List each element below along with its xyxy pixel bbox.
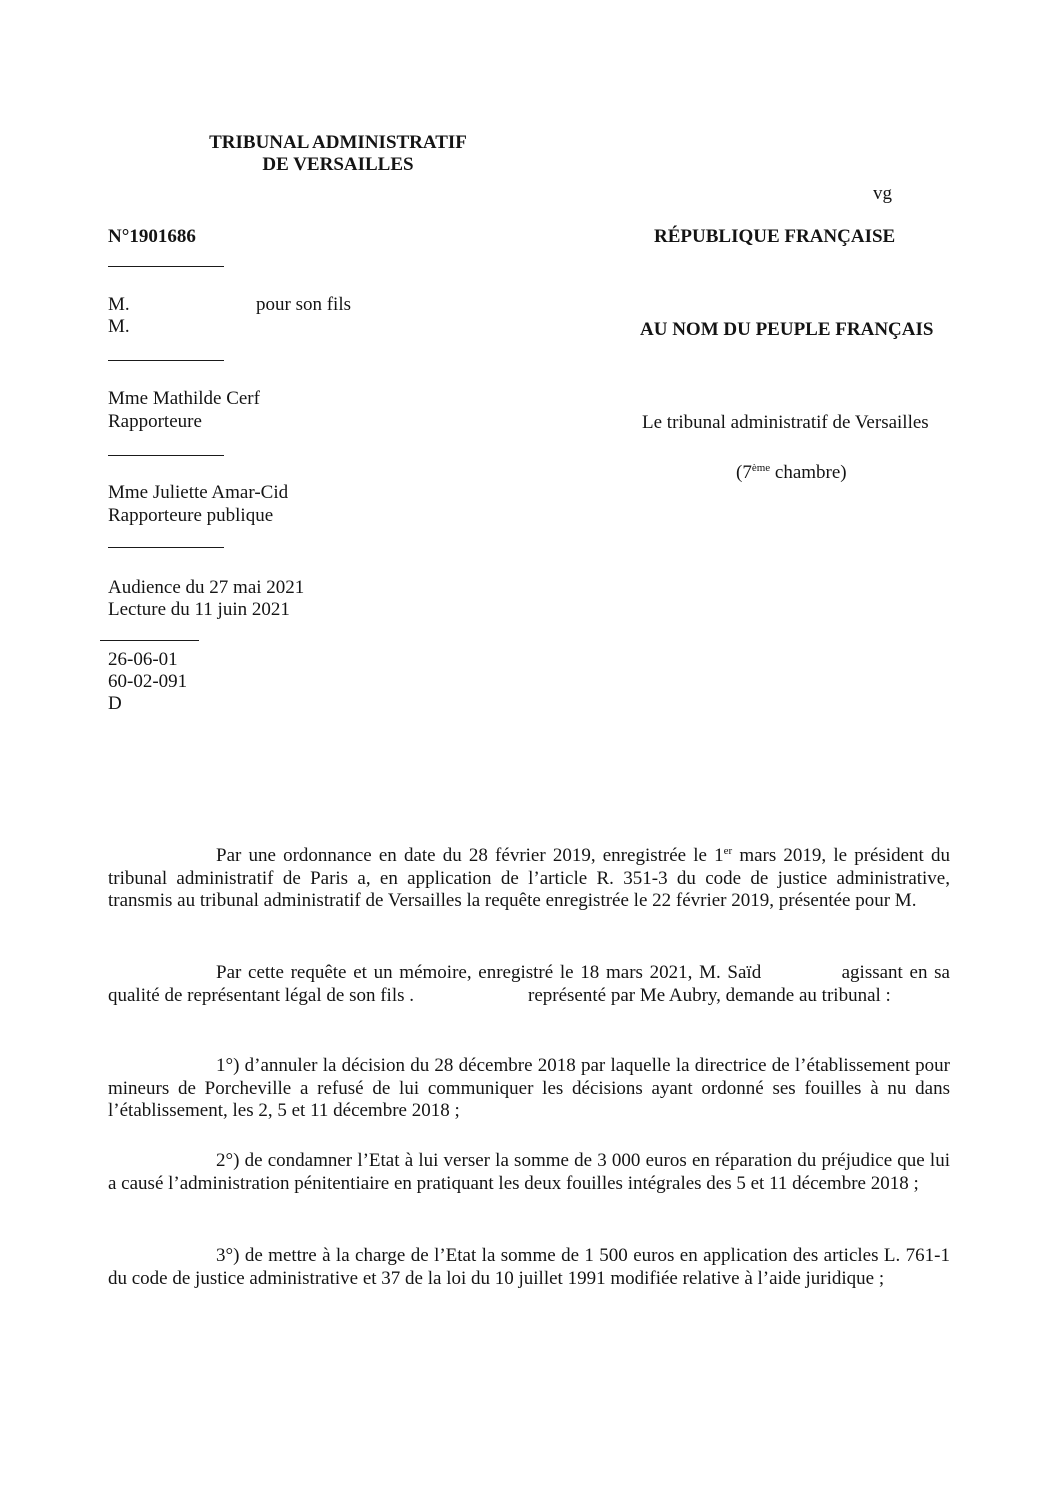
divider (108, 360, 224, 361)
paragraph-conclusion-2: 2°) de condamner l’Etat à lui verser la somme de 3 000 euros en réparation du préjudice que lui a causé l’administration pénitentiaire en pratiquant les deux fouilles intégrales des 5 et 11 décembre 2018 ; (108, 1150, 950, 1194)
paragraph-request: Par cette requête et un mémoire, enregistré le 18 mars 2021, M. Saïd agissant en sa qualité de représentant légal de son fils . représenté par Me Aubry, demande au tribunal : (108, 962, 955, 1006)
divider (108, 547, 224, 548)
in-name-of-heading: AU NOM DU PEUPLE FRANÇAIS (640, 319, 934, 340)
applicant-line1-prefix: M. (108, 294, 130, 315)
reading-date: Lecture du 11 juin 2021 (108, 599, 290, 620)
divider (108, 455, 224, 456)
court-name-line2: DE VERSAILLES (262, 154, 414, 175)
paragraph-conclusion-1: 1°) d’annuler la décision du 28 décembre 2018 par laquelle la directrice de l’établissement pour mineurs de Porcheville a refusé de lui communiquer les décisions ayant ordonné ses fouilles à nu dans l’établissement, les 2, 5 et 11 décembre 2018 ; (108, 1055, 950, 1121)
rapporteure-name: Mme Mathilde Cerf (108, 388, 260, 409)
court-name-line1: TRIBUNAL ADMINISTRATIF (209, 132, 467, 153)
case-number: N°1901686 (108, 226, 196, 247)
public-rapporteure-name: Mme Juliette Amar-Cid (108, 482, 289, 503)
hearing-date: Audience du 27 mai 2021 (108, 577, 305, 598)
applicant-line2: M. (108, 316, 130, 337)
tribunal-name: Le tribunal administratif de Versailles (642, 412, 929, 433)
classification-code: 26-06-01 (108, 649, 178, 670)
applicant-line1-suffix: pour son fils (256, 294, 351, 315)
divider (100, 640, 199, 641)
paragraph-ordonnance: Par une ordonnance en date du 28 février 2019, enregistrée le 1er mars 2019, le président du tribunal administratif de Paris a, en application de l’article R. 351-3 du code de justice administrative, transmis au tribunal administratif de Versailles la requête enregistrée le 22 février 2019, présentée pour M. (108, 845, 950, 911)
republic-heading: RÉPUBLIQUE FRANÇAISE (654, 226, 896, 247)
paragraph-conclusion-3: 3°) de mettre à la charge de l’Etat la somme de 1 500 euros en application des articles L. 761-1 du code de justice administrative et 37 de la loi du 10 juillet 1991 modifiée relative à l’aide juridique ; (108, 1245, 950, 1289)
public-rapporteure-role: Rapporteure publique (108, 505, 274, 526)
divider (108, 266, 224, 267)
clerk-initials: vg (873, 183, 892, 204)
classification-code: 60-02-091 (108, 671, 188, 692)
rapporteure-role: Rapporteure (108, 411, 202, 432)
publication-code: D (108, 693, 122, 714)
chamber: (7ème chambre) (736, 462, 847, 483)
